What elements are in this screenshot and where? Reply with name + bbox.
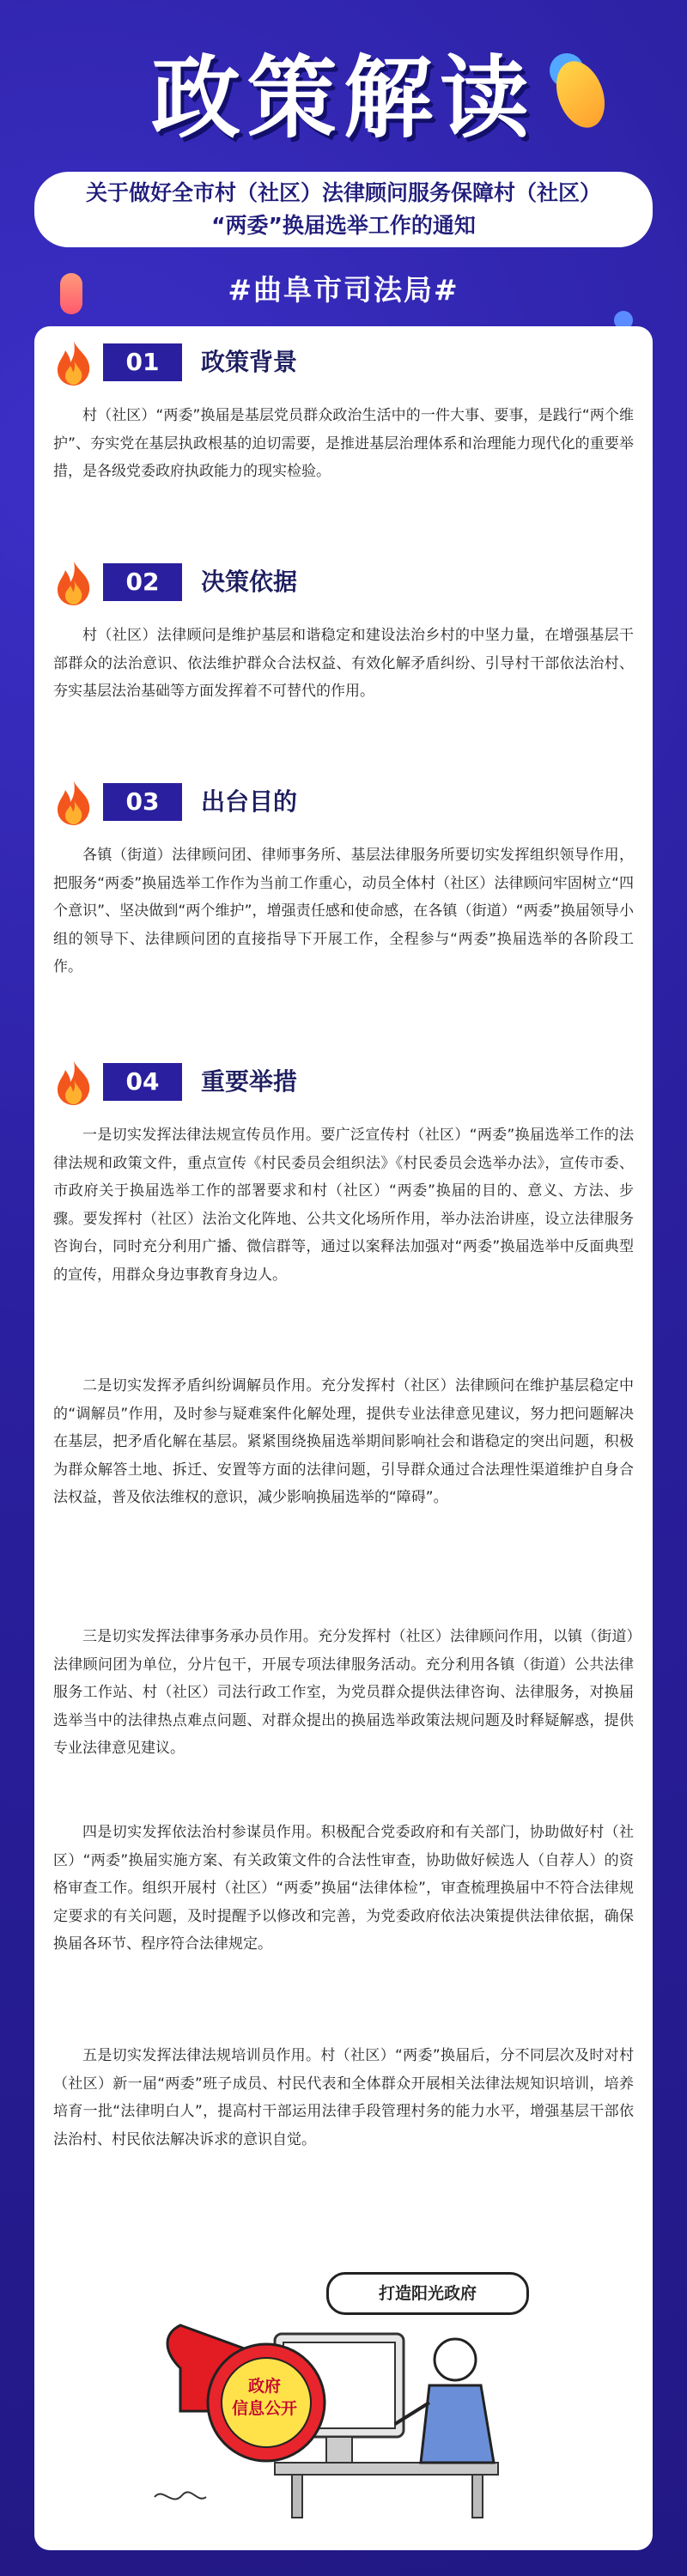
seal-label xyxy=(213,2375,316,2420)
flame-icon xyxy=(53,780,94,826)
notice-title-line1: 关于做好全市村（社区）法律顾问服务保障村（社区） xyxy=(85,180,601,205)
notice-title xyxy=(34,172,653,247)
flame-icon xyxy=(53,1060,94,1106)
paragraph: 各镇（街道）法律顾问团、律师事务所、基层法律服务所要切实发挥组织领导作用，把服务“两委”换届选举工作作为当前工作重心，动员全体村（社区）法律顾问牢固树立“四个意识”、坚决做到“两个维护”，增强责任感和使命感，在各镇（街道）“两委”换届领导小组的领导下、法律顾问团的直接指导下开展工作，全程参与“两委”换届选举的各阶段工作。 xyxy=(53,847,634,975)
paragraph: 五是切实发挥法律法规培训员作用。村（社区）“两委”换届后，分不同层次及时对村（社区）新一届“两委”班子成员、村民代表和全体群众开展相关法律法规知识培训，培养培育一批“法律明白人”，提高村干部运用法律手段管理村务的能力水平，增强基层干部依法治村、村民依法解决诉求的意识自觉。 xyxy=(53,2047,634,2148)
section-title: 政策背景 xyxy=(201,348,298,376)
section-title: 决策依据 xyxy=(201,568,298,596)
seal-line2: 信息公开 xyxy=(231,2399,297,2418)
paragraph: 村（社区）法律顾问是维护基层和谐稳定和建设法治乡村的中坚力量，在增强基层干部群众的法治意识、依法维护群众合法权益、有效化解矛盾纠纷、引导村干部依法治村、夯实基层法治基础等方面发挥着不可替代的作用。 xyxy=(53,627,634,700)
speech-bubble: 打造阳光政府 xyxy=(326,2272,529,2315)
illustration xyxy=(146,2265,541,2523)
notice-title-line2: “两委”换届选举工作的通知 xyxy=(211,213,476,238)
section-number: 04 xyxy=(103,1063,182,1101)
seal-line1: 政府 xyxy=(247,2377,281,2396)
page-title: 政策解读 xyxy=(150,45,536,150)
content-card xyxy=(34,326,653,2550)
paragraph: 村（社区）“两委”换届是基层党员群众政治生活中的一件大事、要事，是践行“两个维护”、夯实党在基层执政根基的迫切需要，是推进基层治理体系和治理能力现代化的重要举措，是各级党委政府执政能力的现实检验。 xyxy=(53,407,634,480)
section-number: 03 xyxy=(103,783,182,821)
paragraph: 二是切实发挥矛盾纠纷调解员作用。充分发挥村（社区）法律顾问在维护基层稳定中的“调解员”作用，及时参与疑难案件化解处理，提供专业法律意见建议，努力把问题解决在基层，把矛盾化解在基层。紧紧围绕换届选举期间影响社会和谐稳定的突出问题，积极为群众解答土地、拆迁、安置等方面的法律问题，引导群众通过合法理性渠道维护自身合法权益，普及依法维权的意识，减少影响换届选举的“障碍”。 xyxy=(53,1377,634,1506)
paragraph: 一是切实发挥法律法规宣传员作用。要广泛宣传村（社区）“两委”换届选举工作的法律法规和政策文件，重点宣传《村民委员会组织法》《村民委员会选举办法》，宣传市委、市政府关于换届选举工作的部署要求和村（社区）“两委”换届的目的、意义、方法、步骤。要发挥村（社区）法治文化阵地、公共文化场所作用，举办法治讲座，设立法律服务咨询台，同时充分利用广播、微信群等，通过以案释法加强对“两委”换届选举中反面典型的宣传，用群众身边事教育身边人。 xyxy=(53,1127,634,1284)
section-number: 01 xyxy=(103,343,182,381)
paragraph: 三是切实发挥法律事务承办员作用。充分发挥村（社区）法律顾问作用，以镇（街道）法律顾问团为单位，分片包干，开展专项法律服务活动。充分利用各镇（街道）公共法律服务工作站、村（社区）司法行政工作室，为党员群众提供法律咨询、法律服务，对换届选举当中的法律热点难点问题、对群众提出的换届选举政策法规问题及时释疑解惑，提供专业法律意见建议。 xyxy=(53,1628,634,1757)
paragraph: 四是切实发挥依法治村参谋员作用。积极配合党委政府和有关部门，协助做好村（社区）“两委”换届实施方案、有关政策文件的合法性审查，协助做好候选人（自荐人）的资格审查工作。组织开展村（社区）“两委”换届“法律体检”，审查梳理换届中不符合法律规定要求的有关问题，及时提醒予以修改和完善，为党委政府依法决策提供法律依据，确保换届各环节、程序符合法律规定。 xyxy=(53,1824,634,1953)
section-title: 重要举措 xyxy=(201,1067,298,1096)
section-title: 出台目的 xyxy=(201,787,298,816)
flame-icon xyxy=(53,560,94,606)
section-number: 02 xyxy=(103,563,182,601)
flame-icon xyxy=(53,340,94,386)
issuing-organization: #曲阜市司法局# xyxy=(228,273,459,307)
